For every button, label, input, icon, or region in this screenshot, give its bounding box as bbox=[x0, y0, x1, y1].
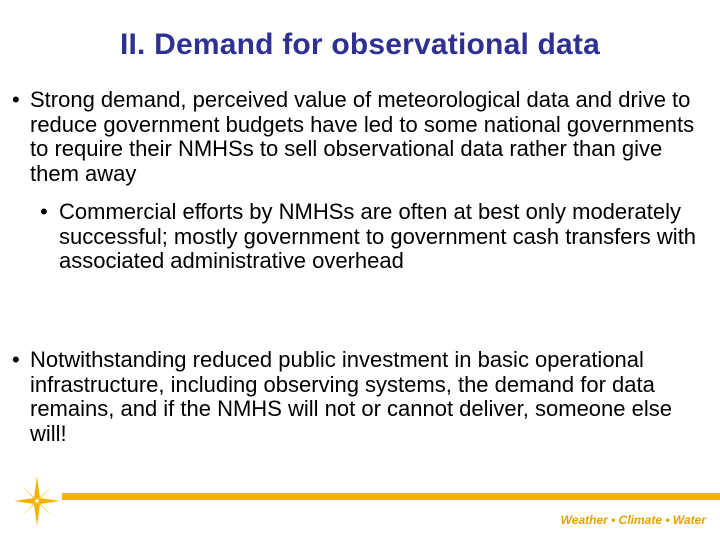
bullet-marker: • bbox=[40, 199, 48, 224]
bullet-item bbox=[12, 348, 712, 446]
compass-star-icon bbox=[12, 474, 62, 528]
sub-bullet-item bbox=[40, 200, 700, 274]
bullet-text: Strong demand, perceived value of meteorological data and drive to reduce government budgets have led to some national governments to require their NMHSs to sell observational data rather than give them away bbox=[30, 87, 695, 186]
slide-title: II. Demand for observational data bbox=[119, 28, 601, 61]
footer-rule bbox=[62, 493, 720, 500]
bullet-marker: • bbox=[12, 347, 20, 372]
bullet-text: Commercial efforts by NMHSs are often at best only moderately successful; mostly government to government cash transfers with associated administrative overhead bbox=[59, 199, 697, 274]
footer-tagline: Weather • Climate • Water bbox=[560, 513, 706, 527]
bullet-marker: • bbox=[12, 87, 20, 112]
bullet-item bbox=[12, 88, 712, 186]
bullet-text: Notwithstanding reduced public investment in basic operational infrastructure, including observing systems, the demand for data remains, and if the NMHS will not or cannot deliver, someone else will! bbox=[30, 347, 672, 446]
